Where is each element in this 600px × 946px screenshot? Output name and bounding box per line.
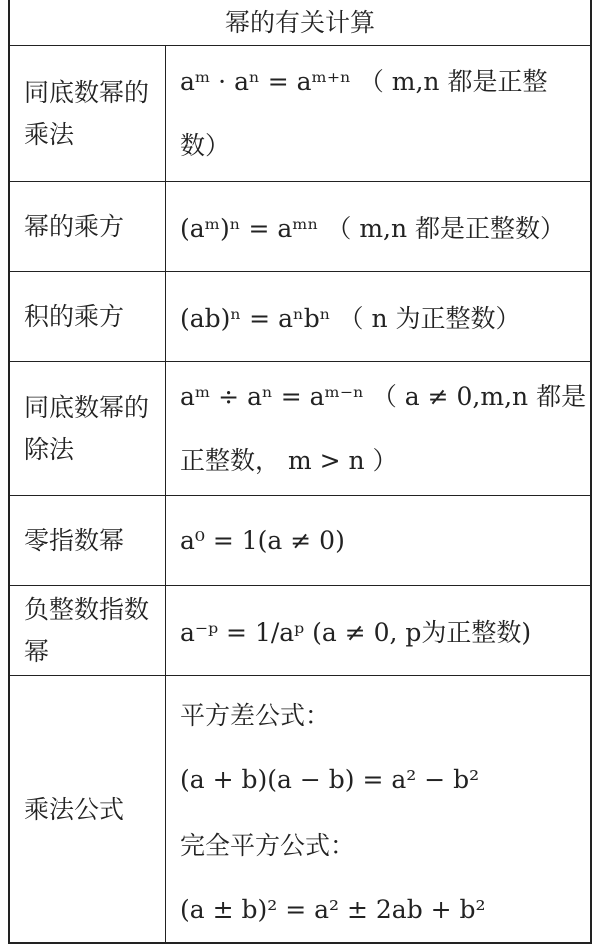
formula-line: 正整数， m > n ） xyxy=(180,445,398,475)
formula-heading: 完全平方公式： xyxy=(180,831,356,861)
row-formula xyxy=(180,182,582,271)
row-label-text: 零指数幂 xyxy=(24,525,125,555)
row-label-text: 积的乘方 xyxy=(24,301,125,331)
formula-line: 数） xyxy=(180,130,231,160)
row-label xyxy=(10,272,166,361)
formula-line: a⁰ = 1(a ≠ 0) xyxy=(180,526,345,555)
row-label-text: 同底数幂的除法 xyxy=(24,392,150,464)
formula-line: a⁻ᵖ = 1/aᵖ (a ≠ 0, p为正整数) xyxy=(180,617,532,647)
row-label-text: 幂的乘方 xyxy=(24,211,125,241)
formula-heading: 平方差公式： xyxy=(180,701,331,731)
formula-table xyxy=(8,0,592,944)
row-label-text: 乘法公式 xyxy=(24,795,125,824)
table-row-product-same-base xyxy=(10,46,590,182)
row-formula xyxy=(180,496,582,585)
table-title: 幂的有关计算 xyxy=(10,0,590,46)
formula-line: aᵐ ÷ aⁿ = aᵐ⁻ⁿ （ a ≠ 0,m,n 都是 xyxy=(180,381,587,411)
table-row-negative-exponent xyxy=(10,586,590,676)
formula-line: (ab)ⁿ = aⁿbⁿ （ n 为正整数） xyxy=(180,303,521,333)
formula-line: (aᵐ)ⁿ = aᵐⁿ （ m,n 都是正整数） xyxy=(180,213,566,243)
row-formula xyxy=(180,676,582,944)
row-label-text: 同底数幂的乘法 xyxy=(24,77,150,149)
row-formula xyxy=(180,586,582,675)
row-label xyxy=(10,676,166,944)
table-row-power-of-power xyxy=(10,182,590,272)
formula-line: aᵐ · aⁿ = aᵐ⁺ⁿ （ m,n 都是正整 xyxy=(180,66,548,96)
row-formula xyxy=(180,272,582,361)
formula-line: (a ± b)² = a² ± 2ab + b² xyxy=(180,894,486,924)
row-label xyxy=(10,46,166,181)
formula-line: (a + b)(a − b) = a² − b² xyxy=(180,764,480,794)
table-row-power-of-product xyxy=(10,272,590,362)
row-label xyxy=(10,496,166,585)
table-row-multiplication-formulas xyxy=(10,676,590,944)
table-row-zero-exponent xyxy=(10,496,590,586)
row-label xyxy=(10,586,166,675)
table-row-quotient-same-base xyxy=(10,362,590,496)
row-label xyxy=(10,182,166,271)
row-label xyxy=(10,362,166,495)
row-formula xyxy=(180,362,587,495)
row-label-text: 负整数指数幂 xyxy=(24,594,150,666)
row-formula xyxy=(180,46,582,181)
